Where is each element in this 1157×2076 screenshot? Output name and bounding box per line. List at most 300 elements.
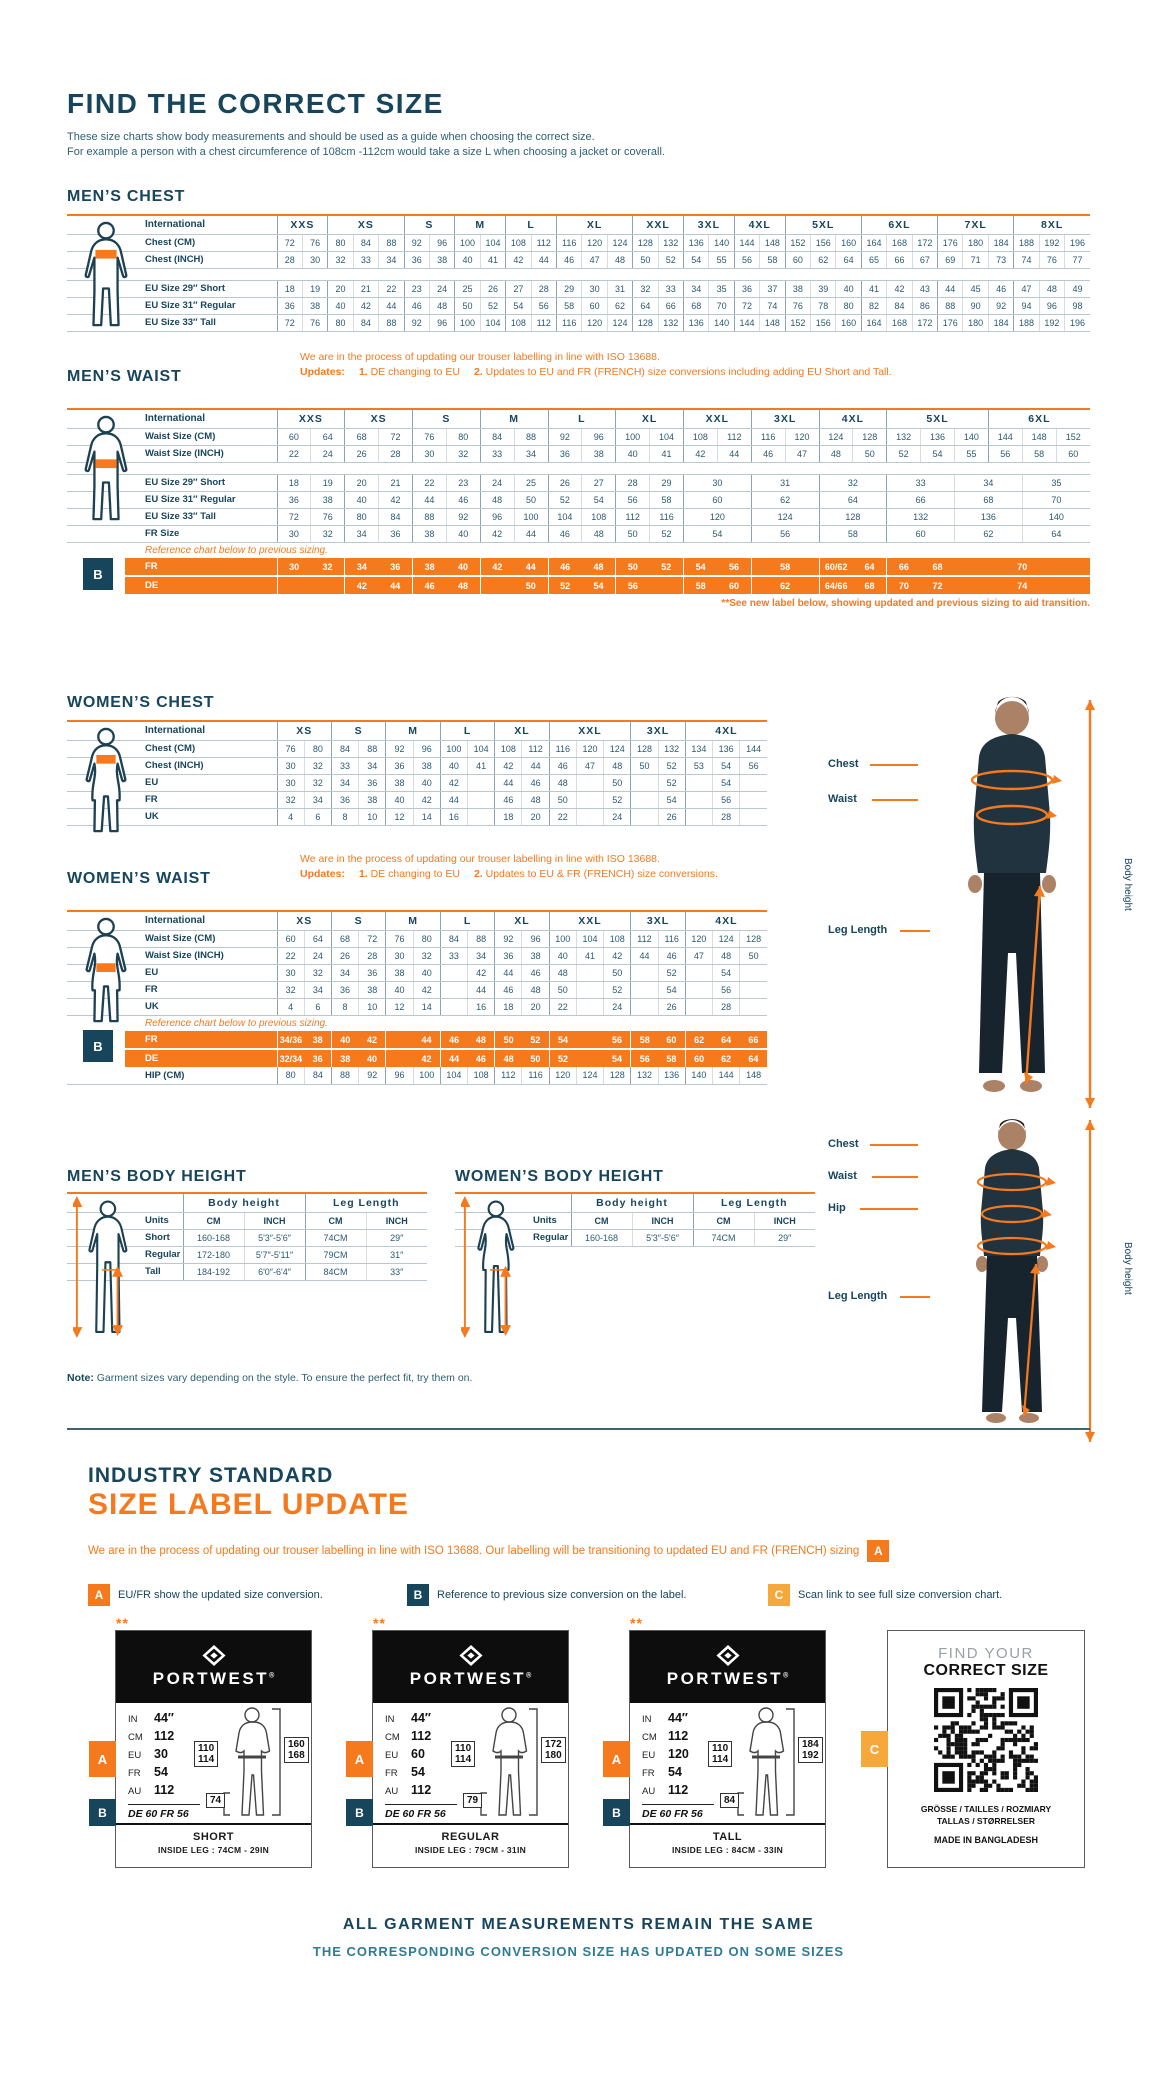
fit-name: TALL — [712, 1831, 743, 1843]
table-cell: 58 — [650, 491, 684, 508]
table-cell: 92 — [404, 234, 429, 251]
table-row — [67, 445, 1090, 462]
table-cell: 38 — [582, 445, 616, 462]
table-cell: 44 — [413, 1031, 440, 1049]
table-cell: 54 — [658, 981, 685, 998]
table-cell: 74 — [955, 576, 1091, 594]
table-cell: 46 — [413, 576, 447, 594]
table-cell: 40 — [616, 445, 650, 462]
table-cell: 72 — [359, 930, 386, 947]
table-row — [67, 268, 1090, 280]
size-group-header: XXL — [633, 215, 684, 234]
size-group-header: L — [506, 215, 557, 234]
row-label: Short — [67, 1229, 183, 1246]
table-cell: 40 — [386, 981, 413, 998]
table-cell: 22 — [413, 474, 447, 491]
table-cell: 32 — [819, 474, 887, 491]
table-cell: 50 — [522, 1049, 549, 1067]
table-cell: 38 — [311, 491, 345, 508]
table-cell: 84 — [887, 297, 912, 314]
table-cell: 34 — [345, 558, 379, 576]
size-group-header: 3XL — [631, 911, 685, 930]
table-cell — [740, 981, 767, 998]
table-cell: 66 — [887, 251, 912, 268]
table-cell: 136 — [684, 314, 709, 331]
table-cell: 26 — [548, 474, 582, 491]
table-cell: 56 — [631, 1049, 658, 1067]
table-cell: 34 — [379, 251, 404, 268]
table-cell: 148 — [760, 314, 785, 331]
size-group-header: S — [413, 409, 481, 428]
table-cell: 28 — [379, 445, 413, 462]
badge-c: C — [861, 1731, 888, 1767]
table-cell: 42 — [495, 757, 522, 774]
table-cell: 192 — [1039, 314, 1064, 331]
table-cell: 73 — [988, 251, 1013, 268]
size-group-header: XS — [277, 721, 331, 740]
ref-text: Reference chart below to previous sizing. — [145, 544, 328, 556]
table-cell: 92 — [404, 314, 429, 331]
table-row — [67, 542, 1090, 558]
portwest-logo — [630, 1631, 825, 1703]
table-cell: 58 — [631, 1031, 658, 1049]
table-cell — [685, 808, 712, 825]
table-cell: 84 — [353, 234, 378, 251]
label-footer — [116, 1823, 311, 1867]
table-cell: 32 — [413, 947, 440, 964]
table-cell: 46 — [522, 964, 549, 981]
table-cell: 88 — [938, 297, 963, 314]
table-cell: 76 — [302, 314, 327, 331]
table-cell: 52 — [887, 445, 921, 462]
table-cell: 76 — [413, 428, 447, 445]
table-cell: 47 — [685, 947, 712, 964]
iso-notice-mens — [300, 350, 892, 380]
table-cell: 48 — [446, 576, 480, 594]
size-group-header: 4XL — [685, 911, 767, 930]
table-cell: 26 — [658, 808, 685, 825]
table-cell: 88 — [331, 1067, 358, 1084]
qr-card — [869, 1630, 1085, 1868]
table-cell: CM — [305, 1212, 366, 1229]
qr-code — [934, 1688, 1038, 1792]
table-cell: 54 — [713, 757, 740, 774]
intro-text — [67, 130, 665, 160]
table-cell: 156 — [811, 234, 836, 251]
table-cell: 14 — [413, 808, 440, 825]
table-cell: 128 — [740, 930, 767, 947]
table-cell: 128 — [633, 314, 658, 331]
label-figure — [712, 1705, 824, 1819]
table-cell: 52 — [650, 525, 684, 542]
fit-name: REGULAR — [441, 1831, 500, 1843]
table-cell: 23 — [404, 280, 429, 297]
table-cell: 100 — [455, 234, 480, 251]
size-group-header: XXL — [684, 409, 752, 428]
row-label: FR — [67, 791, 277, 808]
table-row — [67, 998, 767, 1015]
table-cell: 98 — [1065, 297, 1090, 314]
table-cell: 46 — [495, 981, 522, 998]
table-cell: 29″ — [754, 1229, 815, 1246]
table-row — [67, 930, 767, 947]
body-height-label: Body height — [1122, 858, 1133, 911]
table-cell: 92 — [548, 428, 582, 445]
column-header — [455, 1193, 571, 1212]
table-cell: 70 — [887, 576, 921, 594]
iso-notice-line1: We are in the process of updating our trouser labelling in line with ISO 13688. — [300, 351, 660, 363]
table-cell: 108 — [506, 234, 531, 251]
row-label: DE — [67, 576, 277, 594]
table-cell: INCH — [366, 1212, 427, 1229]
size-header-row — [67, 1193, 427, 1212]
table-row — [67, 280, 1090, 297]
table-cell: 5'3″-5'6″ — [244, 1229, 305, 1246]
table-cell: 42 — [413, 1049, 440, 1067]
badge-b: B — [89, 1799, 116, 1826]
table-cell: 88 — [468, 930, 495, 947]
table-cell: 80 — [836, 297, 861, 314]
table-cell: 60 — [685, 1049, 712, 1067]
table-cell: 4 — [277, 808, 304, 825]
mens-waist-table — [67, 408, 1090, 612]
table-cell: 112 — [531, 234, 556, 251]
row-label: FR Size — [67, 525, 277, 542]
table-row — [67, 491, 1090, 508]
size-group-header: XL — [616, 409, 684, 428]
size-group-header: M — [455, 215, 506, 234]
table-cell: 64 — [633, 297, 658, 314]
table-cell: 112 — [495, 1067, 522, 1084]
table-cell: 32 — [304, 964, 331, 981]
table-cell: 48 — [607, 251, 632, 268]
table-cell: 36 — [359, 964, 386, 981]
table-cell: 72 — [277, 314, 302, 331]
table-cell: 32/34 — [277, 1049, 304, 1067]
table-cell: 71 — [963, 251, 988, 268]
table-cell: 124 — [819, 428, 853, 445]
spec-list: IN 44″ CM 112 EU 30 FR 54 AU 112 DE 60 FR 56 — [128, 1711, 200, 1820]
size-group-header: 6XL — [861, 215, 937, 234]
table-cell: 48 — [468, 1031, 495, 1049]
table-cell: 34 — [304, 981, 331, 998]
table-cell: 23 — [446, 474, 480, 491]
table-cell: 8 — [331, 808, 358, 825]
table-cell: 22 — [277, 445, 311, 462]
table-cell: 34 — [514, 445, 548, 462]
table-cell: 74CM — [693, 1229, 754, 1246]
table-row — [67, 462, 1090, 474]
table-cell: 52 — [522, 1031, 549, 1049]
table-cell: 6 — [304, 808, 331, 825]
table-cell: 164 — [861, 234, 886, 251]
table-cell — [468, 791, 495, 808]
table-cell: 38 — [331, 1049, 358, 1067]
size-group-header: 6XL — [988, 409, 1090, 428]
table-cell: 140 — [955, 428, 989, 445]
mens-chest-section — [67, 188, 1090, 328]
table-cell: 144 — [988, 428, 1022, 445]
table-cell: 148 — [740, 1067, 767, 1084]
label-footer — [630, 1823, 825, 1867]
table-cell: 74 — [760, 297, 785, 314]
table-cell: 128 — [819, 508, 887, 525]
table-cell: 41 — [650, 445, 684, 462]
table-cell: 41 — [576, 947, 603, 964]
table-cell: 104 — [440, 1067, 467, 1084]
table-cell: 19 — [311, 474, 345, 491]
table-cell: 116 — [549, 740, 576, 757]
table-cell: 36 — [277, 297, 302, 314]
table-cell: 12 — [386, 998, 413, 1015]
table-cell: 46 — [522, 774, 549, 791]
table-cell: 44 — [717, 445, 751, 462]
table-row — [67, 251, 1090, 268]
table-cell: 48 — [549, 964, 576, 981]
table-cell: 38 — [413, 558, 447, 576]
table-cell: 44 — [440, 1049, 467, 1067]
table-cell: 116 — [556, 234, 581, 251]
waist-range-box: 110 114 — [451, 1741, 475, 1767]
table-cell: 80 — [304, 740, 331, 757]
table-cell: 108 — [468, 1067, 495, 1084]
table-cell: 100 — [616, 428, 650, 445]
size-label-card-tall — [611, 1615, 826, 1868]
table-cell: 30 — [386, 947, 413, 964]
table-cell: 29″ — [366, 1229, 427, 1246]
table-cell: 16 — [468, 998, 495, 1015]
page-title: FIND THE CORRECT SIZE — [67, 88, 444, 119]
table-cell: 72 — [734, 297, 759, 314]
table-cell: 96 — [522, 930, 549, 947]
table-cell: 36 — [359, 774, 386, 791]
inside-leg-text: INSIDE LEG : 84CM - 33IN — [671, 1845, 784, 1855]
size-group-header: XXL — [549, 911, 631, 930]
table-cell: 90 — [963, 297, 988, 314]
table-cell: 68 — [921, 558, 955, 576]
table-row — [67, 558, 1090, 576]
table-cell: 40 — [413, 774, 440, 791]
table-cell: 20 — [345, 474, 379, 491]
table-cell: 70 — [955, 558, 1091, 576]
table-cell: 80 — [328, 234, 353, 251]
table-cell — [650, 576, 684, 594]
table-cell: 46 — [468, 1049, 495, 1067]
table-cell: 18 — [495, 808, 522, 825]
size-header-row — [67, 911, 767, 930]
table-cell: 58 — [556, 297, 581, 314]
table-cell: 116 — [650, 508, 684, 525]
table-cell: 47 — [582, 251, 607, 268]
table-cell: 31″ — [366, 1246, 427, 1263]
chest-leader-line — [870, 1144, 918, 1146]
table-cell: 32 — [304, 757, 331, 774]
table-row — [67, 576, 1090, 594]
table-cell: 60 — [887, 525, 955, 542]
table-cell: 42 — [345, 576, 379, 594]
table-cell: 33″ — [366, 1263, 427, 1280]
table-cell: 104 — [548, 508, 582, 525]
table-cell: 112 — [631, 930, 658, 947]
asterisks: ** — [373, 1615, 386, 1631]
womens-chest-table-wrap — [67, 720, 767, 826]
table-cell — [576, 964, 603, 981]
row-label: Chest (CM) — [67, 234, 277, 251]
table-cell: 56 — [734, 251, 759, 268]
table-cell: 28 — [713, 998, 740, 1015]
asterisks: ** — [630, 1615, 643, 1631]
table-cell: 5'7″-5'11″ — [244, 1246, 305, 1263]
table-cell: CM — [183, 1212, 244, 1229]
table-cell: 54 — [506, 297, 531, 314]
table-cell: 38 — [522, 947, 549, 964]
table-cell: 40 — [345, 491, 379, 508]
table-cell: 48 — [522, 791, 549, 808]
man-measurement-figure — [828, 688, 1133, 1120]
table-cell: 44 — [495, 774, 522, 791]
size-group-header: XXS — [277, 215, 328, 234]
table-cell: 140 — [1022, 508, 1090, 525]
table-cell — [740, 791, 767, 808]
table-cell: 52 — [548, 576, 582, 594]
label-body — [630, 1703, 825, 1821]
table-cell: 52 — [658, 757, 685, 774]
industry-standard-heading: INDUSTRY STANDARD — [88, 1464, 334, 1487]
table-cell: 62 — [685, 1031, 712, 1049]
table-cell: 56 — [713, 981, 740, 998]
table-cell: 42 — [379, 491, 413, 508]
previous-sizing: DE 60 FR 56 — [642, 1804, 714, 1820]
brand-name: PORTWEST® — [409, 1669, 532, 1688]
table-cell: 52 — [658, 964, 685, 981]
table-cell: 66 — [887, 491, 955, 508]
table-cell: 92 — [446, 508, 480, 525]
height-range-box: 172 180 — [541, 1737, 566, 1763]
table-cell: 34 — [955, 474, 1023, 491]
inside-leg-text: INSIDE LEG : 74CM - 29IN — [157, 1845, 270, 1855]
table-cell: 36 — [379, 558, 413, 576]
size-group-header: XXL — [549, 721, 631, 740]
table-cell: 144 — [734, 314, 759, 331]
table-cell: 172-180 — [183, 1246, 244, 1263]
table-cell: 46 — [404, 297, 429, 314]
table-cell: 44 — [631, 947, 658, 964]
legend-text: Reference to previous size conversion on the label. — [437, 1589, 687, 1601]
size-header-row — [67, 409, 1090, 428]
table-cell: 46 — [751, 445, 785, 462]
table-cell: 20 — [522, 808, 549, 825]
table-cell — [631, 998, 658, 1015]
table-cell: 176 — [938, 314, 963, 331]
table-row — [455, 1229, 815, 1246]
table-cell: 148 — [1022, 428, 1056, 445]
table-cell: CM — [571, 1212, 632, 1229]
table-cell: 84 — [331, 740, 358, 757]
table-cell: 45 — [963, 280, 988, 297]
table-cell: 56 — [988, 445, 1022, 462]
table-cell: 26 — [331, 947, 358, 964]
table-cell: 42 — [353, 297, 378, 314]
table-cell: 38 — [359, 981, 386, 998]
table-cell: 38 — [413, 525, 447, 542]
table-row — [67, 508, 1090, 525]
hip-label: Hip — [828, 1202, 846, 1214]
table-cell — [277, 576, 311, 594]
portwest-logo — [116, 1631, 311, 1703]
table-cell: 6'0″-6'4″ — [244, 1263, 305, 1280]
table-cell — [386, 1031, 413, 1049]
note-label: Note: — [67, 1372, 94, 1384]
size-group-header: Body height — [183, 1193, 305, 1212]
row-label: Regular — [455, 1229, 571, 1246]
table-cell: 19 — [302, 280, 327, 297]
table-row — [67, 297, 1090, 314]
table-cell: 48 — [819, 445, 853, 462]
table-cell: 40 — [455, 251, 480, 268]
womens-body-height-table-wrap — [455, 1192, 815, 1247]
table-cell: 44 — [413, 491, 447, 508]
asterisks: ** — [116, 1615, 129, 1631]
size-group-header: L — [440, 721, 494, 740]
note-text: Garment sizes vary depending on the style. To ensure the perfect fit, try them on. — [96, 1372, 473, 1384]
womens-body-height-table — [455, 1192, 815, 1247]
row-label: DE — [67, 1049, 277, 1067]
table-row — [67, 594, 1090, 612]
table-cell: 56 — [740, 757, 767, 774]
table-cell: 28 — [713, 808, 740, 825]
table-row — [67, 774, 767, 791]
table-cell: 41 — [468, 757, 495, 774]
table-cell: 40 — [359, 1049, 386, 1067]
table-cell: 32 — [446, 445, 480, 462]
table-cell: 34 — [304, 791, 331, 808]
table-cell: 42 — [480, 558, 514, 576]
table-cell: 42 — [413, 791, 440, 808]
size-group-header: M — [480, 409, 548, 428]
table-cell — [685, 964, 712, 981]
table-cell: 24 — [604, 808, 631, 825]
size-label-card-short — [97, 1615, 312, 1868]
table-cell: 50 — [853, 445, 887, 462]
table-cell: 58 — [1022, 445, 1056, 462]
table-cell: CM — [693, 1212, 754, 1229]
table-row — [67, 474, 1090, 491]
table-row — [67, 757, 767, 774]
table-cell: 136 — [955, 508, 1023, 525]
womens-chest-table — [67, 720, 767, 826]
update-paragraph — [88, 1540, 889, 1562]
table-cell: 88 — [379, 314, 404, 331]
row-label: EU Size 29″ Short — [67, 280, 277, 297]
table-cell: 32 — [633, 280, 658, 297]
legend-item-b — [407, 1584, 686, 1606]
table-cell: 58 — [658, 1049, 685, 1067]
table-cell: 124 — [604, 740, 631, 757]
table-cell: 56 — [604, 1031, 631, 1049]
table-row — [67, 981, 767, 998]
table-cell: 88 — [359, 740, 386, 757]
table-cell: 22 — [379, 280, 404, 297]
table-cell: 124 — [607, 314, 632, 331]
table-cell: 33 — [480, 445, 514, 462]
table-cell: 30 — [413, 445, 447, 462]
table-cell: 38 — [386, 964, 413, 981]
table-cell: 64 — [1022, 525, 1090, 542]
size-header-row — [67, 215, 1090, 234]
badge-a: A — [603, 1741, 630, 1777]
table-cell: 172 — [912, 314, 937, 331]
table-cell: 14 — [413, 998, 440, 1015]
